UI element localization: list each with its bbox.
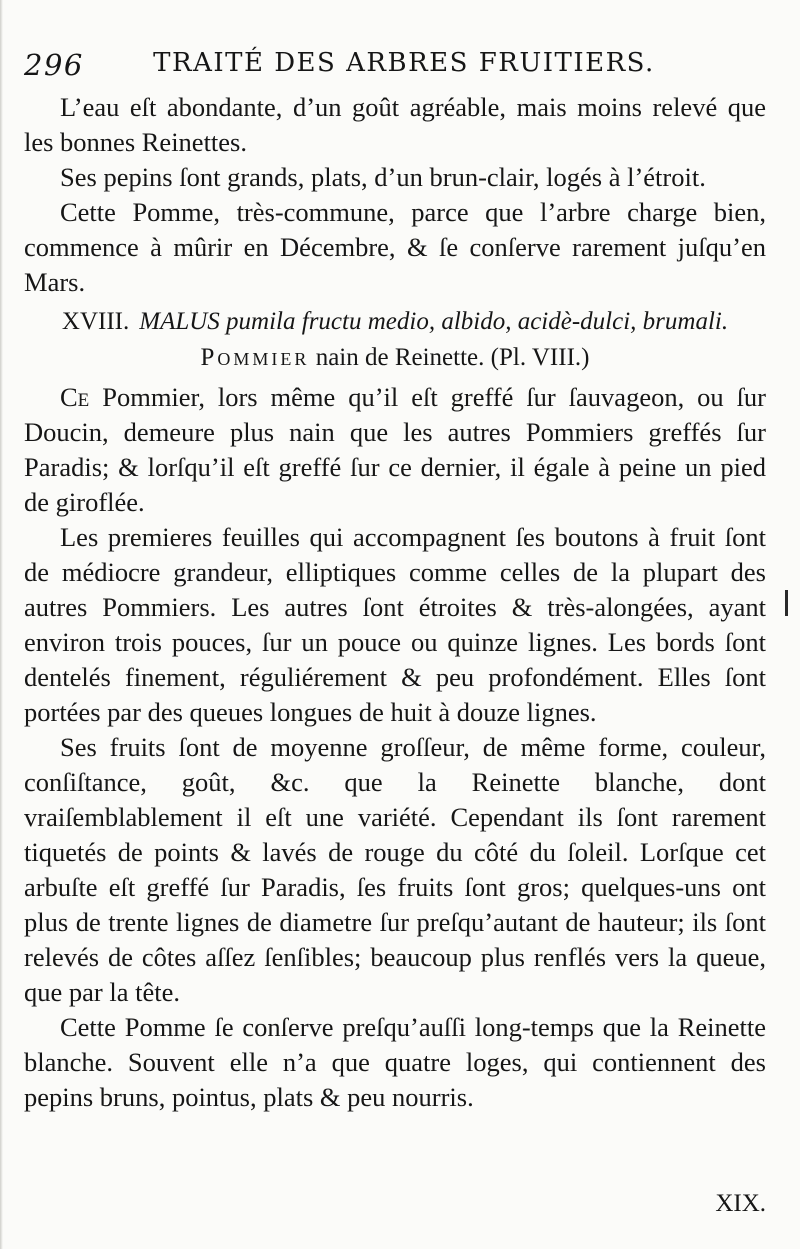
paragraph-keeping: Cette Pomme ſe conſerve preſqu’auſſi long-temps que la Reinette blanche. Souvent elle n’a que quatre loges, qui contiennent des pepins bruns, pointus, plats & peu nourris. bbox=[24, 1012, 766, 1112]
running-title: TRAITÉ DES ARBRES FRUITIERS. bbox=[153, 48, 655, 78]
species-heading bbox=[24, 304, 766, 340]
catchword: XIX. bbox=[715, 1190, 766, 1217]
species-latin-name: MALUS pumila fructu medio, albido, acidè-dulci, brumali. bbox=[139, 308, 729, 335]
page-number: 296 bbox=[24, 48, 84, 82]
margin-mark bbox=[785, 590, 788, 616]
paragraph-first-word: Ce bbox=[60, 382, 90, 412]
paragraph-water: L’eau eſt abondante, d’un goût agréable, mais moins relevé que les bonnes Reinettes. bbox=[24, 92, 766, 157]
paragraph-fruits: Ses fruits ſont de moyenne groſſeur, de même forme, couleur, conſiſtance, goût, &c. que la Reinette blanche, dont vraiſemblablement il eſt une variété. Cependant ils ſont rarement tiquetés de points & lavés de rouge du côté du ſoleil. Lorſque cet arbuſte eſt greffé ſur Paradis, ſes fruits ſont gros; quelques-uns ont plus de trente lignes de diametre ſur preſqu’autant de hauteur; ils ſont relevés de côtes aſſez ſenſibles; beaucoup plus renflés vers la queue, que par la tête. bbox=[24, 732, 766, 1007]
paragraph-habit-text: Pommier, lors même qu’il eſt greffé ſur ſauvageon, ou ſur Doucin, demeure plus nain que les autres Pommiers greffés ſur Paradis; & lorſqu’il eſt greffé ſur ce dernier, il égale à peine un pied de giroflée. bbox=[24, 382, 767, 517]
common-name-lead: Pommier bbox=[200, 344, 310, 371]
page-header bbox=[24, 40, 766, 90]
species-number: XVIII. bbox=[61, 308, 130, 335]
common-name-rest: nain de Reinette. bbox=[315, 344, 485, 371]
paragraph-seeds: Ses pepins ſont grands, plats, d’un brun-clair, logés à l’étroit. bbox=[60, 162, 706, 192]
paragraph-leaves: Les premieres feuilles qui accompagnent ſes boutons à fruit ſont de médiocre grandeur, elliptiques comme celles de la plupart des autres Pommiers. Les autres ſont étroites & très-alongées, ayant environ trois pouces, ſur un pouce ou quinze lignes. Les bords ſont dentelés finement, réguliérement & peu profondément. Elles ſont portées par des queues longues de huit à douze lignes. bbox=[24, 522, 766, 727]
paragraph-ripening: Cette Pomme, très-commune, parce que l’arbre charge bien, commence à mûrir en Décembre, & ſe conſerve rarement juſqu’en Mars. bbox=[24, 197, 766, 297]
species-common-name bbox=[24, 340, 766, 376]
plate-reference: (Pl. VIII.) bbox=[490, 344, 590, 371]
page-body bbox=[24, 90, 766, 1115]
paragraph-habit bbox=[24, 380, 766, 520]
